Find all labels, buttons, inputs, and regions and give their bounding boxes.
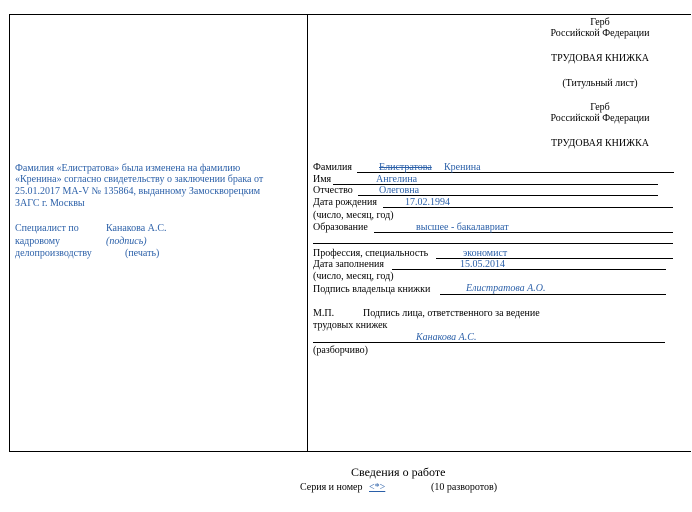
page-divider [307,14,308,452]
profession-label: Профессия, специальность [313,248,429,259]
patronymic-label: Отчество [313,185,353,196]
date-hint-2: (число, месяц, год) [313,271,394,282]
surname-old: Елистратова [379,162,432,173]
note-line-1: Фамилия «Елистратова» была изменена на фамилию [15,163,241,174]
profession-value: экономист [463,248,508,259]
federation-2: Российской Федерации [550,113,650,124]
education-line-2 [313,243,673,244]
federation-1: Российской Федерации [550,28,650,39]
filled-label: Дата заполнения [313,259,384,270]
responsible-line-1: Подпись лица, ответственного за ведение [363,308,540,319]
emblem-1: Герб [590,17,610,28]
note-line-2: «Кренина» согласно свидетельству о заключении брака от [15,174,264,185]
series-footnote-link[interactable]: <*> [369,482,386,493]
spec-label-3: делопроизводству [15,248,92,259]
stamp-hint: (печать) [125,248,160,259]
birth-value: 17.02.1994 [405,197,450,208]
surname-label: Фамилия [313,162,352,173]
responsible-sign-line [313,342,665,343]
sign-hint: (подпись) [106,236,147,247]
date-hint: (число, месяц, год) [313,210,394,221]
responsible-value: Канакова А.С. [416,332,477,343]
spec-label-1: Специалист по [15,223,79,234]
owner-sign-line [440,294,666,295]
surname-new: Кренина [444,162,481,173]
responsible-line-2: трудовых книжек [313,320,388,331]
education-value: высшее - бакалавриат [416,222,509,233]
title-2: ТРУДОВАЯ КНИЖКА [551,138,649,149]
filled-line [392,269,666,270]
title-sheet: (Титульный лист) [562,78,638,89]
name-label: Имя [313,174,332,185]
name-value: Ангелина [376,174,418,185]
spec-name: Канакова А.С. [106,223,167,234]
owner-sign-value: Елистратова А.О. [466,283,546,294]
note-line-4: ЗАГС г. Москвы [15,198,85,209]
decode-hint: (разборчиво) [313,345,368,356]
work-info-title: Сведения о работе [351,465,446,479]
filled-value: 15.05.2014 [460,259,505,270]
spec-label-2: кадровому [15,236,61,247]
title-1: ТРУДОВАЯ КНИЖКА [551,53,649,64]
series-label: Серия и номер [300,482,363,493]
note-line-3: 25.01.2017 МА-V № 135864, выданному Замоскворецким [15,186,261,197]
emblem-2: Герб [590,102,610,113]
spreads-count: (10 разворотов) [431,482,498,493]
birth-label: Дата рождения [313,197,377,208]
owner-sign-label: Подпись владельца книжки [313,284,431,295]
education-label: Образование [313,222,368,233]
mp-label: М.П. [313,308,335,319]
patronymic-value: Олеговна [379,185,420,196]
